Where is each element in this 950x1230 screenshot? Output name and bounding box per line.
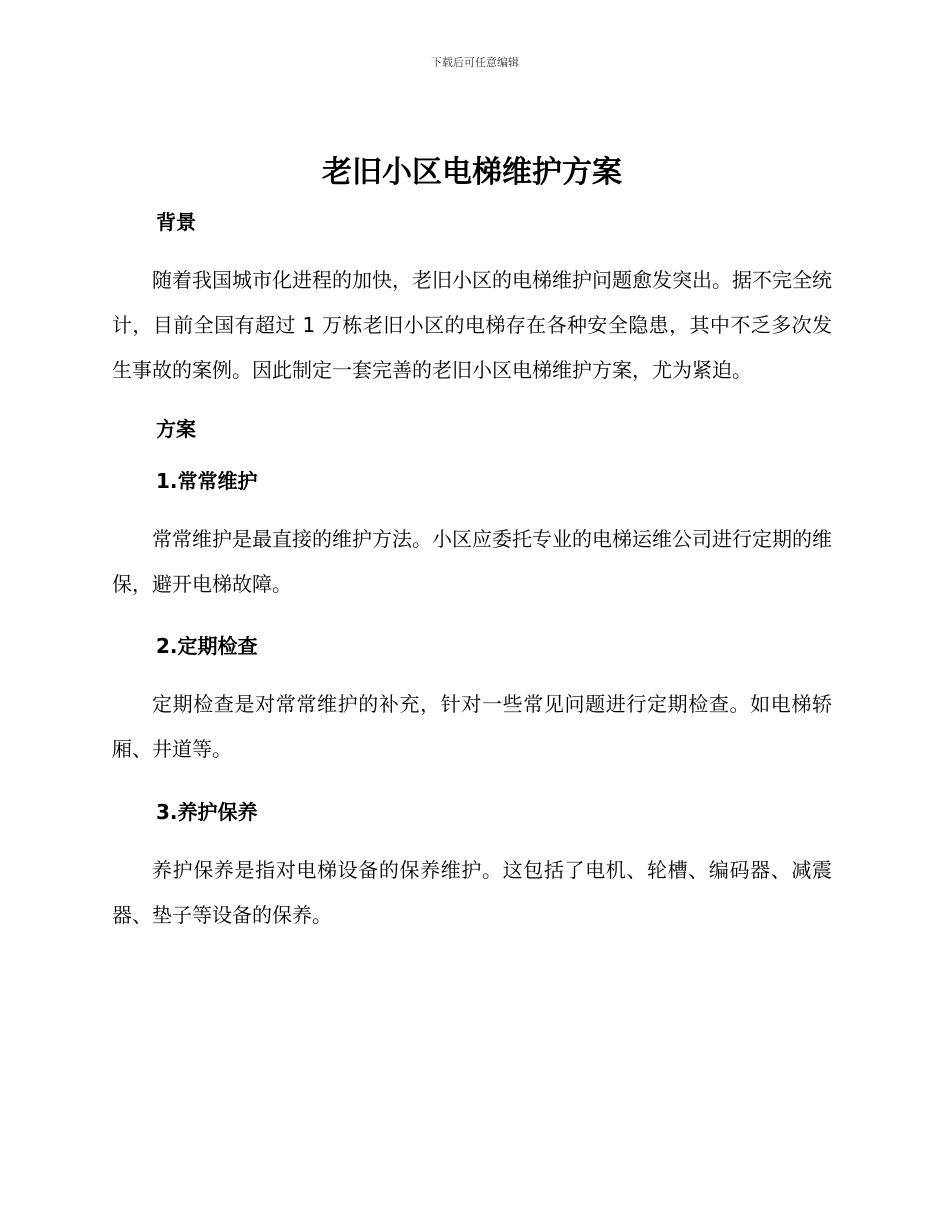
page-header-note: 下载后可任意编辑 bbox=[431, 56, 519, 69]
periodic-inspection-paragraph: 定期检查是对常常维护的补充，针对一些常见问题进行定期检查。如电梯轿厢、井道等。 bbox=[112, 692, 832, 761]
routine-maintenance-paragraph: 常常维护是最直接的维护方法。小区应委托专业的电梯运维公司进行定期的维保，避开电梯故障。 bbox=[112, 527, 832, 596]
subsection-heading-routine-maintenance: 1.常常维护 bbox=[156, 469, 258, 493]
subsection-heading-upkeep-servicing: 3.养护保养 bbox=[156, 800, 258, 824]
upkeep-servicing-paragraph: 养护保养是指对电梯设备的保养维护。这包括了电机、轮槽、编码器、减震器、垫子等设备的保养。 bbox=[112, 858, 832, 927]
section-heading-background: 背景 bbox=[156, 210, 196, 234]
document-body bbox=[112, 150, 832, 938]
subsection-heading-periodic-inspection: 2.定期检查 bbox=[156, 634, 258, 658]
document-title: 老旧小区电梯维护方案 bbox=[322, 155, 622, 190]
section-heading-plan: 方案 bbox=[156, 417, 196, 441]
background-paragraph: 随着我国城市化进程的加快，老旧小区的电梯维护问题愈发突出。据不完全统计，目前全国有超过 1 万栋老旧小区的电梯存在各种安全隐患，其中不乏多次发生事故的案例。因此制定一套完善的老旧小区电梯维护方案，尤为紧迫。 bbox=[112, 268, 832, 382]
